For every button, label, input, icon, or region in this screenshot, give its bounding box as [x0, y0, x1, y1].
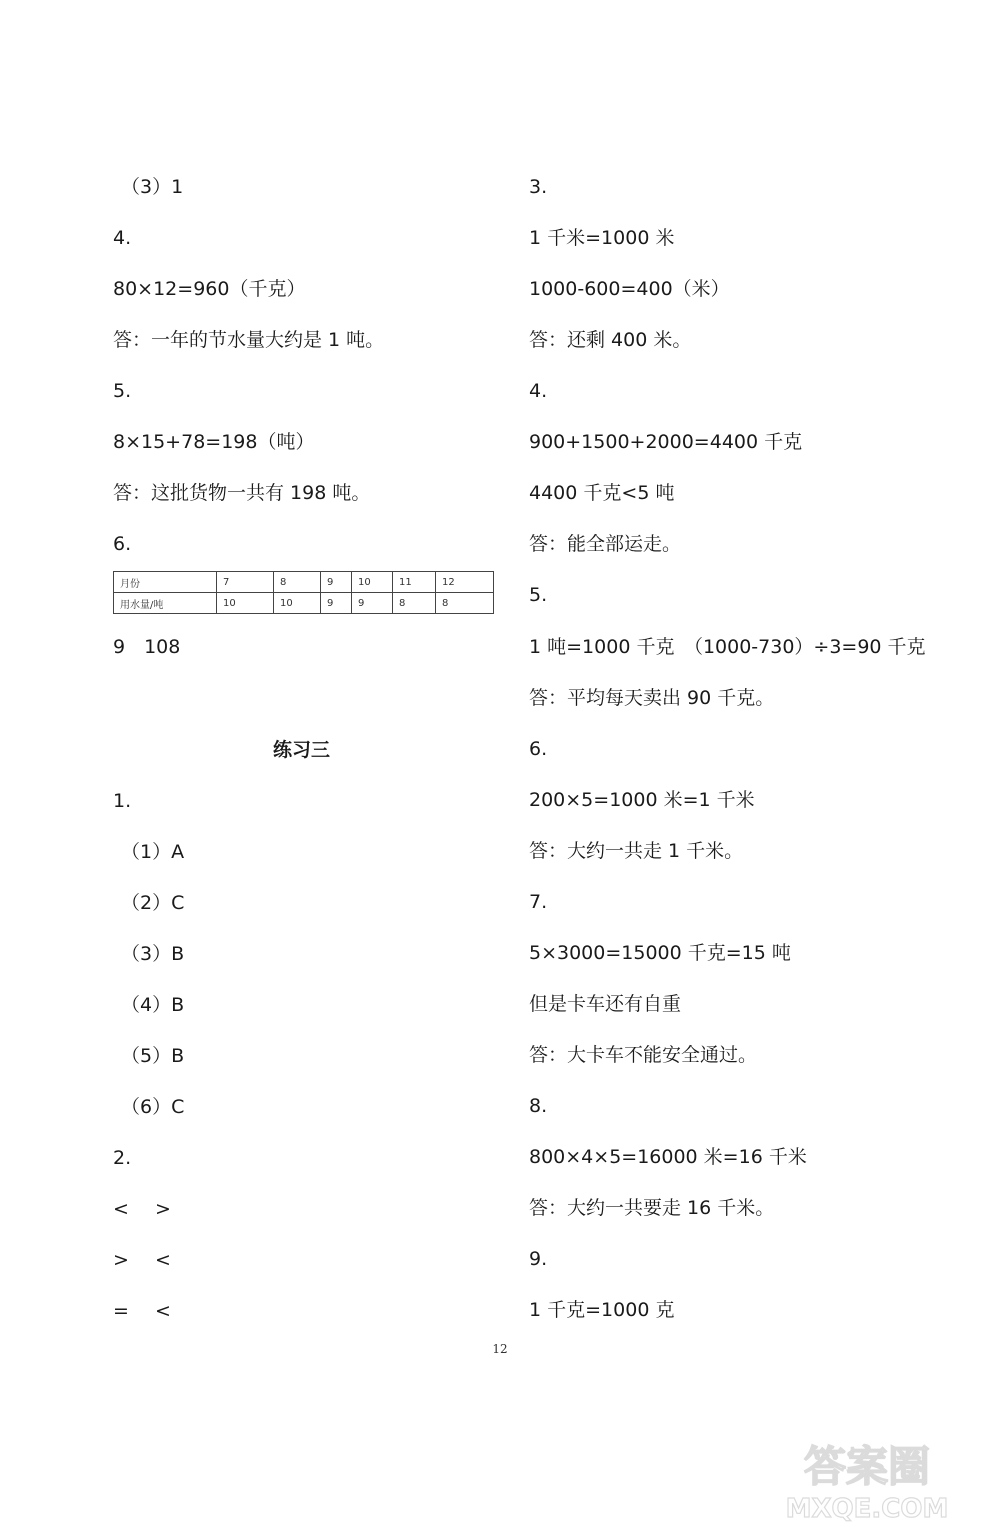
table-cell: 10	[274, 593, 321, 614]
answer-line: （2）C	[121, 892, 185, 914]
question-number: 6.	[113, 533, 132, 555]
table-row	[114, 572, 494, 593]
water-usage-table	[113, 571, 494, 614]
question-number: 1.	[113, 790, 132, 812]
comparison-symbol: <	[155, 1249, 171, 1271]
answer-line: （6）C	[121, 1096, 185, 1118]
answer-line: （3）1	[121, 176, 184, 198]
answer-line: 5×3000=15000 千克=15 吨	[529, 942, 791, 964]
question-number: 8.	[529, 1095, 548, 1117]
question-number: 9.	[529, 1248, 548, 1270]
answer-line: 1 千米=1000 米	[529, 227, 675, 249]
answer-line: 900+1500+2000=4400 千克	[529, 431, 803, 453]
question-number: 6.	[529, 738, 548, 760]
answer-line: 答：一年的节水量大约是 1 吨。	[113, 329, 385, 351]
answer-line: 答：大约一共走 1 千米。	[529, 840, 744, 862]
question-number: 5.	[529, 584, 548, 606]
answer-line: 4400 千克<5 吨	[529, 482, 675, 504]
answer-line: 9 108	[113, 636, 181, 658]
table-cell: 8	[393, 593, 436, 614]
answer-line: 800×4×5=16000 米=16 千米	[529, 1146, 807, 1168]
table-cell: 8	[274, 572, 321, 593]
comparison-symbol: <	[113, 1198, 129, 1220]
answer-line: 1 吨=1000 千克 （1000-730）÷3=90 千克	[529, 636, 926, 658]
table-cell: 12	[436, 572, 494, 593]
answer-line: 80×12=960（千克）	[113, 278, 306, 300]
table-cell: 10	[217, 593, 274, 614]
answer-line: 8×15+78=198（吨）	[113, 431, 315, 453]
watermark-logo	[742, 1433, 992, 1523]
answer-line: 答：能全部运走。	[529, 533, 682, 555]
section-title: 练习三	[273, 739, 331, 761]
question-number: 5.	[113, 380, 132, 402]
answer-line: 答：还剩 400 米。	[529, 329, 692, 351]
answer-line: 答：大卡车不能安全通过。	[529, 1044, 758, 1066]
answer-line: （4）B	[121, 994, 185, 1016]
table-cell: 7	[217, 572, 274, 593]
table-cell: 用水量/吨	[114, 593, 217, 614]
table-row	[114, 593, 494, 614]
comparison-row	[113, 1197, 171, 1221]
table-cell: 9	[352, 593, 393, 614]
table-cell: 月份	[114, 572, 217, 593]
comparison-symbol: =	[113, 1300, 129, 1322]
page-number: 12	[492, 1342, 508, 1356]
answer-line: （3）B	[121, 943, 185, 965]
answer-line: 200×5=1000 米=1 千米	[529, 789, 755, 811]
table-cell: 9	[321, 572, 352, 593]
watermark-logo-icon	[742, 1433, 992, 1523]
comparison-row	[113, 1248, 171, 1272]
answer-line: 答：大约一共要走 16 千米。	[529, 1197, 775, 1219]
answer-line: 答：平均每天卖出 90 千克。	[529, 687, 775, 709]
comparison-symbol: <	[155, 1300, 171, 1322]
table-cell: 11	[393, 572, 436, 593]
table-cell: 9	[321, 593, 352, 614]
comparison-symbol: >	[113, 1249, 129, 1271]
table-cell: 8	[436, 593, 494, 614]
watermark-line2: MXQE.COM	[785, 1494, 949, 1523]
table-cell: 10	[352, 572, 393, 593]
question-number: 7.	[529, 891, 548, 913]
answer-line: （1）A	[121, 841, 185, 863]
watermark-line1: 答案圈	[803, 1442, 931, 1491]
comparison-symbol: >	[155, 1198, 171, 1220]
answer-line: 答：这批货物一共有 198 吨。	[113, 482, 371, 504]
answer-line: 1 千克=1000 克	[529, 1299, 675, 1321]
question-number: 4.	[529, 380, 548, 402]
answer-line: 但是卡车还有自重	[529, 993, 682, 1015]
answer-line: 1000-600=400（米）	[529, 278, 730, 300]
comparison-row	[113, 1299, 171, 1323]
answer-line: （5）B	[121, 1045, 185, 1067]
question-number: 2.	[113, 1147, 132, 1169]
question-number: 3.	[529, 176, 548, 198]
question-number: 4.	[113, 227, 132, 249]
